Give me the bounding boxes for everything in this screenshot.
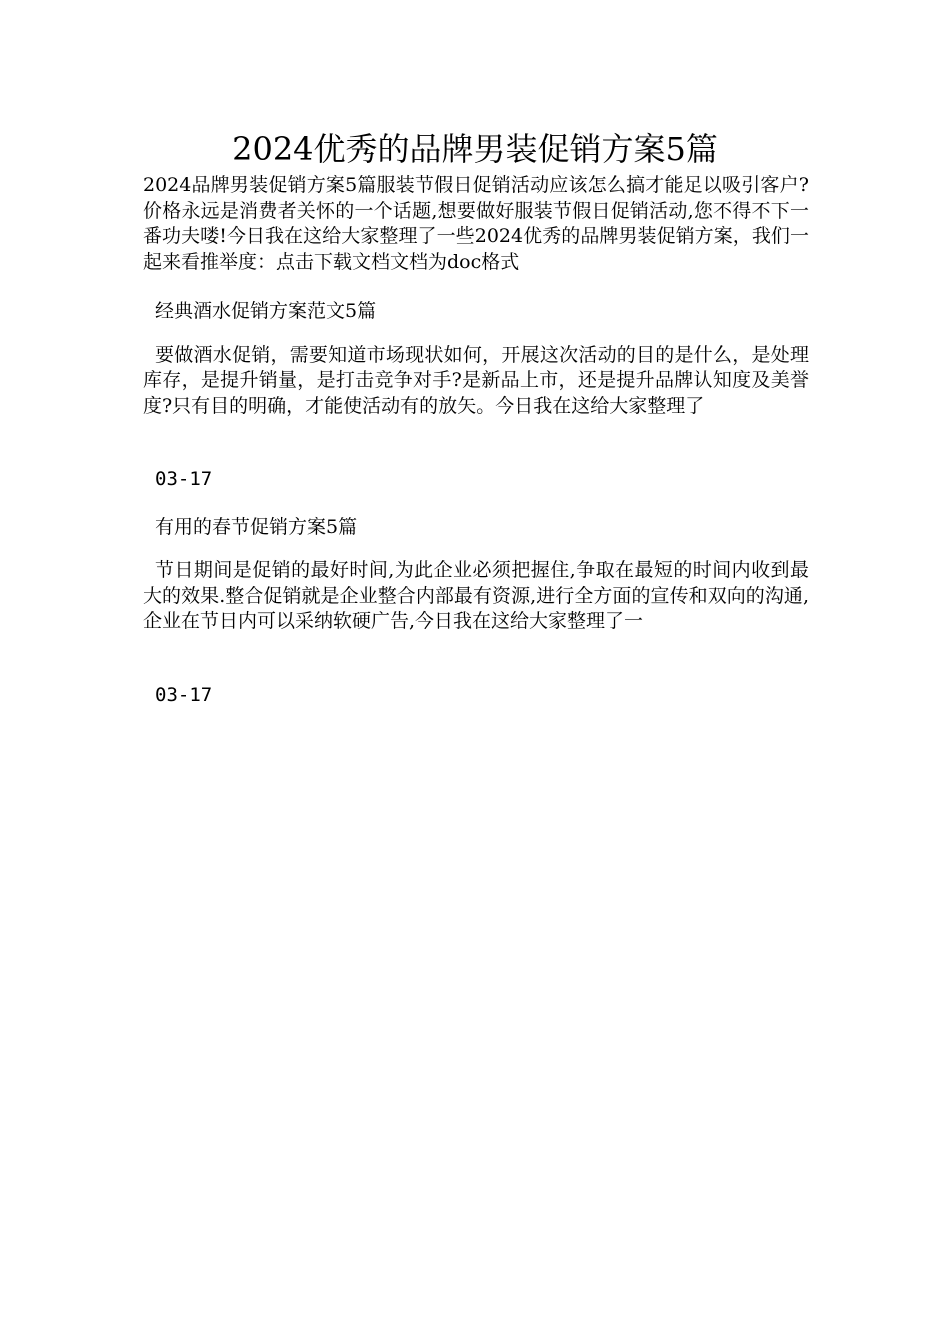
spacer <box>143 493 809 515</box>
spacer <box>143 635 809 683</box>
item-date: 03-17 <box>155 468 213 490</box>
item-title[interactable]: 有用的春节促销方案5篇 <box>155 515 358 538</box>
list-item <box>143 515 809 709</box>
spacer <box>143 540 809 558</box>
item-title[interactable]: 经典酒水促销方案范文5篇 <box>155 300 377 322</box>
intro-paragraph: 2024品牌男装促销方案5篇服装节假日促销活动应该怎么搞才能足以吸引客户?价格永远是消费者关怀的一个话题,想要做好服装节假日促销活动,您不得不下一番功夫喽!今日我在这给大家整理了一些2024优秀的品牌男装促销方案，我们一起来看推举度：点击下载文档文档为doc格式 <box>143 174 809 273</box>
spacer <box>143 325 809 343</box>
list-item <box>143 299 809 493</box>
spacer <box>143 419 809 467</box>
document-body <box>143 173 809 708</box>
item-date: 03-17 <box>155 683 213 706</box>
item-description: 要做酒水促销，需要知道市场现状如何，开展这次活动的目的是什么，是处理库存，是提升销量，是打击竞争对手?是新品上市，还是提升品牌认知度及美誉度?只有目的明确，才能使活动有的放矢。今日我在这给大家整理了 <box>143 343 809 417</box>
spacer <box>143 275 809 299</box>
item-description: 节日期间是促销的最好时间,为此企业必须把握住,争取在最短的时间内收到最大的效果.整合促销就是企业整合内部最有资源,进行全方面的宣传和双向的沟通,企业在节日内可以采纳软硬广告,今日我在这给大家整理了一 <box>143 559 809 632</box>
document-title: 2024优秀的品牌男装促销方案5篇 <box>232 130 718 168</box>
